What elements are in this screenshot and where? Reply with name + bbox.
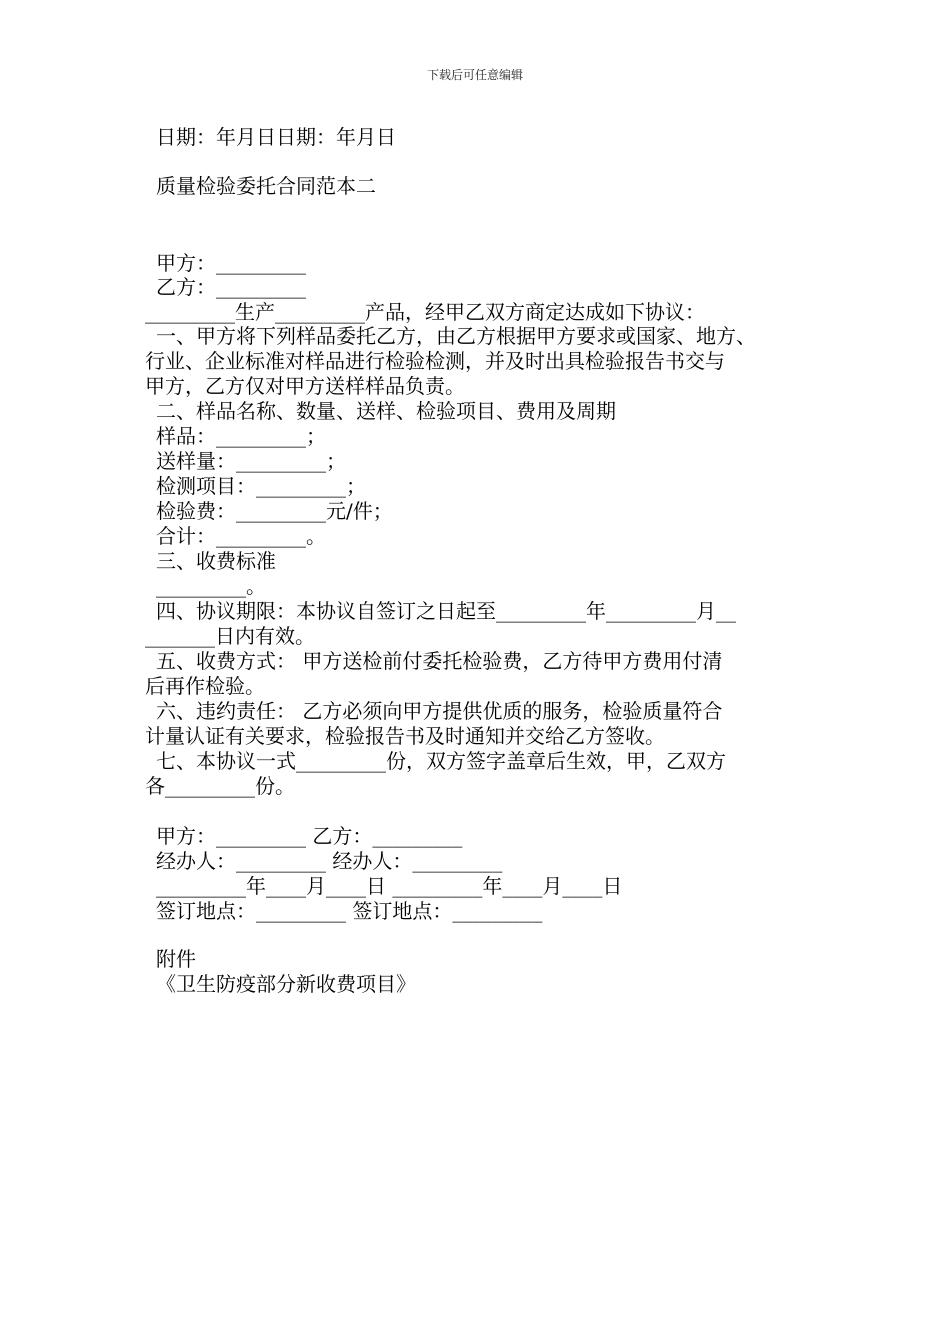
- clause-1-line-1: 一、甲方将下列样品委托乙方，由乙方根据甲方要求或国家、地方、: [156, 324, 756, 348]
- clause-1-line-2: 行业、企业标准对样品进行检验检测，并及时出具检验报告书交与: [145, 349, 725, 373]
- signature-parties-line: 甲方：_________ 乙方：_________: [156, 824, 463, 848]
- page-header: 下载后可任意编辑: [426, 68, 523, 82]
- clause-5-line-1: 五、收费方式： 甲方送检前付委托检验费，乙方待甲方费用付清: [156, 649, 723, 673]
- clause-5-line-2: 后再作检验。: [145, 674, 265, 698]
- document-title: 质量检验委托合同范本二: [156, 174, 376, 198]
- fee-standard-line: _________。: [156, 574, 266, 598]
- party-a-line: 甲方：_________: [156, 251, 306, 275]
- attachment-heading: 附件: [156, 947, 196, 971]
- clause-7-line-1: 七、本协议一式_________份，双方签字盖章后生效，甲，乙双方: [156, 749, 726, 773]
- date-line: 日期：年月日日期：年月日: [156, 125, 396, 149]
- clause-3-heading: 三、收费标准: [156, 549, 276, 573]
- clause-6-line-2: 计量认证有关要求，检验报告书及时通知并交给乙方签收。: [145, 724, 665, 748]
- attachment-title: 《卫生防疫部分新收费项目》: [156, 972, 416, 996]
- clause-1-line-3: 甲方，乙方仅对甲方送样样品负责。: [145, 374, 465, 398]
- total-line: 合计：_________。: [156, 524, 326, 548]
- clause-6-line-1: 六、违约责任： 乙方必须向甲方提供优质的服务，检验质量符合: [156, 699, 723, 723]
- test-items-line: 检测项目：_________；: [156, 474, 366, 498]
- signature-handlers-line: 经办人：_________ 经办人：_________: [156, 849, 503, 873]
- signature-dates-line: _________年____月____日 _________年____月____日: [156, 874, 623, 898]
- clause-7-line-2: 各_________份。: [145, 774, 295, 798]
- clause-4-line-1: 四、协议期限：本协议自签订之日起至_________年_________月__: [156, 599, 736, 623]
- clause-2-heading: 二、样品名称、数量、送样、检验项目、费用及周期: [156, 399, 616, 423]
- intro-line: _________生产_________产品，经甲乙双方商定达成如下协议：: [145, 300, 705, 324]
- inspection-fee-line: 检验费：_________元/件；: [156, 499, 393, 523]
- clause-4-line-2: _______日内有效。: [145, 624, 315, 648]
- signature-places-line: 签订地点：_________ 签订地点：_________: [156, 899, 543, 923]
- sample-line: 样品：_________；: [156, 424, 326, 448]
- party-b-line: 乙方：_________: [156, 275, 306, 299]
- sample-quantity-line: 送样量：_________；: [156, 449, 346, 473]
